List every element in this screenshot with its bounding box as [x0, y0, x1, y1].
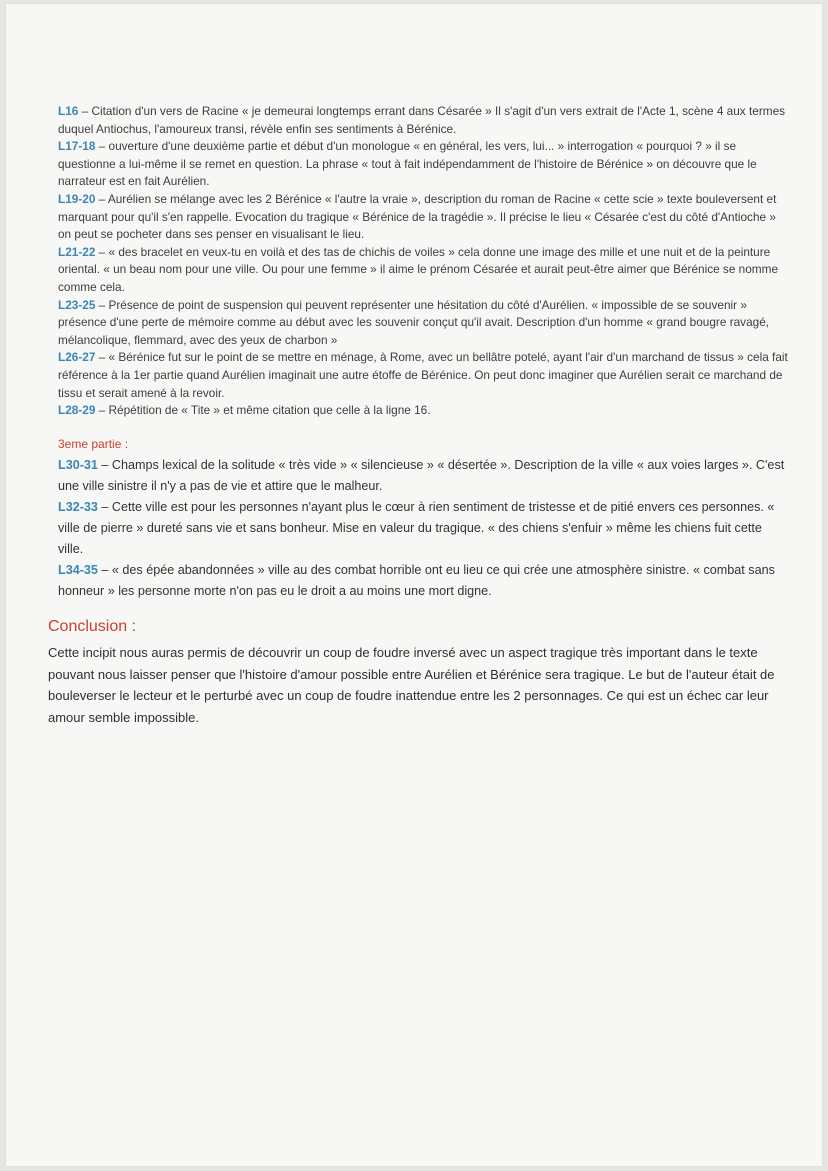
line-note-l19-20	[58, 191, 788, 244]
line-reference: L30-31	[58, 458, 98, 473]
part3-heading: 3eme partie :	[58, 436, 129, 451]
part3-body	[58, 455, 788, 602]
line-note-text: – « des bracelet en veux-tu en voilà et des tas de chichis de voiles » cela donne une image des mille et une nuit et de la peinture oriental. « un beau nom pour une ville. Ou pour une femme » il aime le prénom Césarée et aurait peut-être aimer que Bérénice se nomme comme cela.	[58, 244, 779, 294]
line-reference: L26-27	[58, 350, 96, 365]
line-note-text: – Présence de point de suspension qui peuvent représenter une hésitation du côté d'Aurélien. « impossible de se souvenir » présence d'une perte de mémoire comme au début avec les souvenir conçut qu'il avait. Description d'un homme « grand bougre ravagé, mélancolique, flemmard, avec des yeux de charbon »	[58, 297, 770, 347]
line-note-text: – « Bérénice fut sur le point de se mettre en ménage, à Rome, avec un bellâtre potelé, ayant l'air d'un marchand de tissus » cela fait référence à la 1er partie quand Aurélien imaginait une autre étoffe de Bérénice. On peut donc imaginer que Aurélien serait ce marchand de tissu et serait amené à la revoir.	[58, 350, 788, 400]
part3-section	[58, 436, 788, 603]
line-note-text: – Citation d'un vers de Racine « je demeurai longtemps errant dans Césarée » Il s'agit d'un vers extrait de l'Acte 1, scène 4 aux termes duquel Antiochus, l'amoureux transi, révèle enfin ses sentiments à Bérénice.	[58, 104, 786, 136]
line-reference: L17-18	[58, 139, 96, 154]
part2-section	[58, 103, 788, 420]
line-note-l34-35	[58, 560, 788, 602]
line-reference: L23-25	[58, 297, 96, 312]
line-note-text: – ouverture d'une deuxième partie et début d'un monologue « en général, les vers, lui... » interrogation « pourquoi ? » il se questionne a lui-même il se remet en question. La phrase « tout à fait indépendamment de l'histoire de Bérénice » on découvre que le narrateur est en fait Aurélien.	[58, 139, 757, 189]
conclusion-text: Cette incipit nous auras permis de découvrir un coup de foudre inversé avec un aspect tragique très important dans le texte pouvant nous laisser penser que l'histoire d'amour possible entre Aurélien et Bérénice sera tragique. Le but de l'auteur était de bouleverser le lecteur et le perturbé avec un coup de foudre inattendue entre les 2 personnages. Ce qui est un échec car leur amour semble impossible.	[48, 645, 775, 725]
line-reference: L21-22	[58, 244, 96, 259]
document-content	[48, 103, 788, 728]
line-reference: L19-20	[58, 191, 96, 206]
conclusion-heading: Conclusion :	[48, 618, 137, 636]
line-reference: L16	[58, 104, 79, 118]
line-note-l26-27	[58, 349, 788, 402]
line-note-l30-31	[58, 455, 788, 497]
line-note-text: – Cette ville est pour les personnes n'ayant plus le cœur à rien sentiment de tristesse et de pitié envers ces personnes. « ville de pierre » dureté sans vie et sans bonheur. Mise en valeur du tragique. « des chiens s'enfuir » même les chiens fuit cette ville.	[58, 500, 775, 557]
document-page	[6, 4, 822, 1166]
conclusion-section	[48, 616, 788, 728]
line-note-l28-29	[58, 402, 788, 420]
line-note-text: – Répétition de « Tite » et même citation que celle à la ligne 16.	[95, 403, 431, 418]
line-note-l17-18	[58, 138, 788, 191]
line-reference: L28-29	[58, 403, 96, 418]
line-note-l23-25	[58, 297, 788, 350]
line-note-l16	[58, 103, 788, 138]
line-note-l32-33	[58, 497, 788, 560]
line-reference: L34-35	[58, 563, 98, 578]
line-note-text: – « des épée abandonnées » ville au des combat horrible ont eu lieu ce qui crée une atmosphère sinistre. « combat sans honneur » les personne morte n'on pas eu le droit a au moins une mort digne.	[58, 563, 775, 599]
line-reference: L32-33	[58, 500, 98, 515]
line-note-text: – Champs lexical de la solitude « très vide » « silencieuse » « désertée ». Description de la ville « aux voies larges ». C'est une ville sinistre il n'y a pas de vie et attire que le malheur.	[58, 458, 785, 494]
line-note-text: – Aurélien se mélange avec les 2 Bérénice « l'autre la vraie », description du roman de Racine « cette scie » texte bouleversent et marquant pour qu'il s'en rappelle. Evocation du tragique « Bérénice de la tragédie ». Il précise le lieu « Césarée c'est du côté d'Antioche » on peut se pocheter dans ses penser en visualisant le lieu.	[58, 191, 777, 242]
line-note-l21-22	[58, 244, 788, 297]
